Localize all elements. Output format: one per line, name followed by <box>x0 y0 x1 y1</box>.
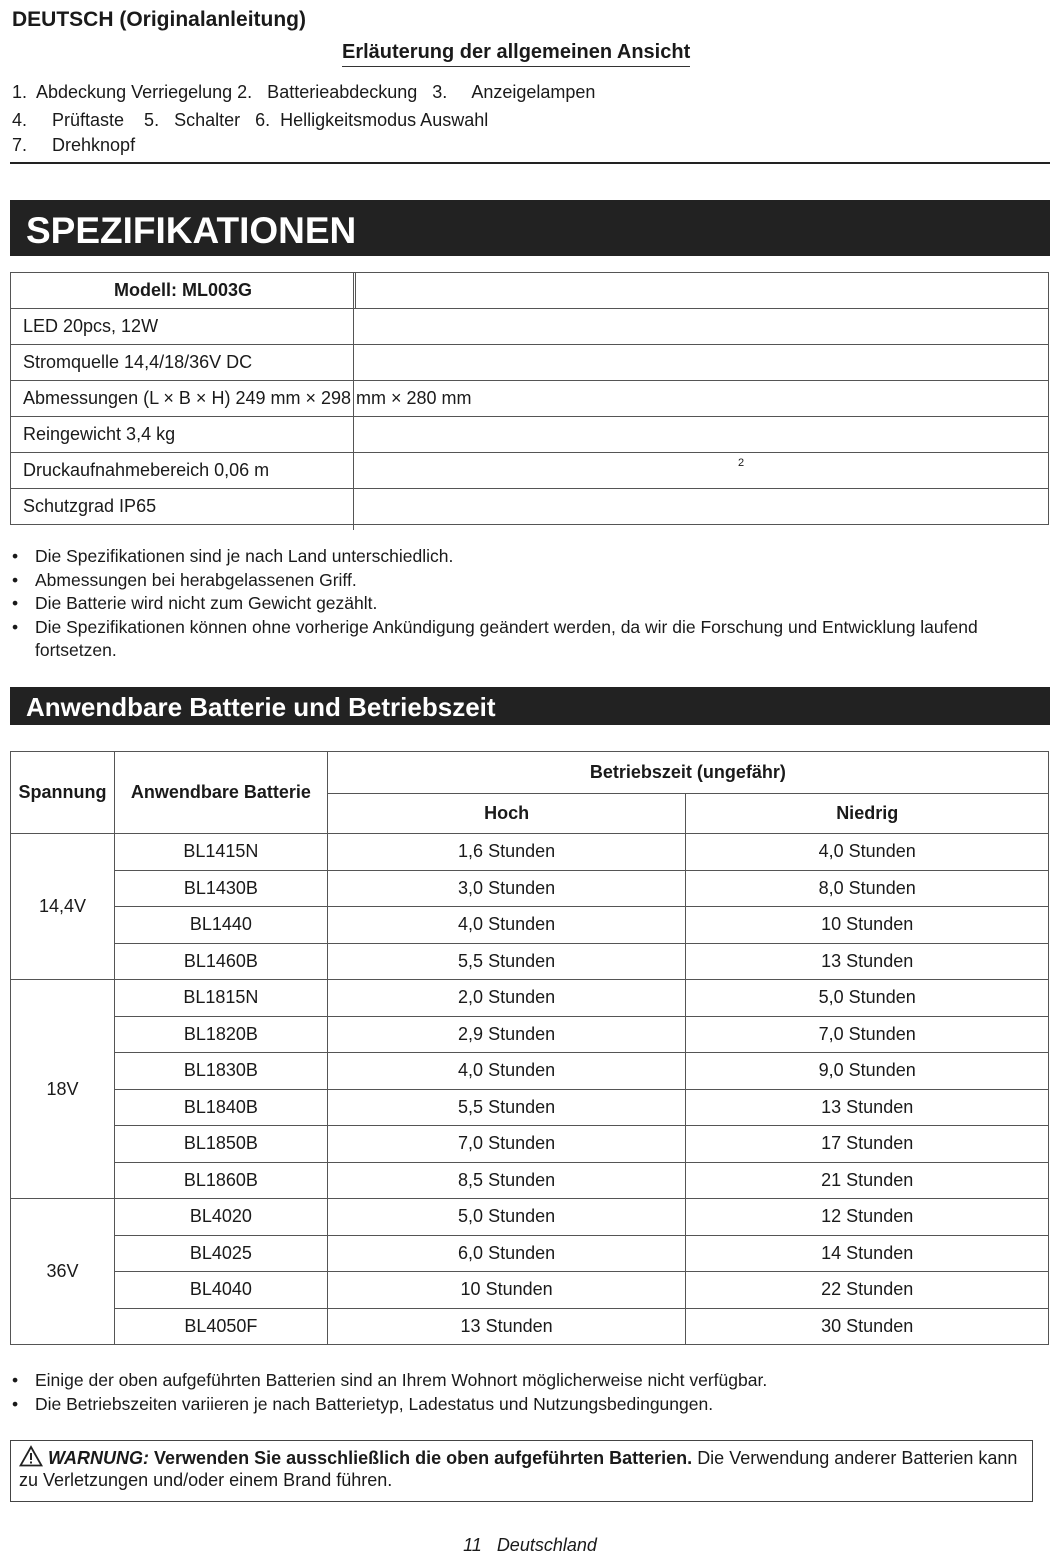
high-cell: 5,0 Stunden <box>327 1199 686 1236</box>
table-header-row <box>11 752 1049 794</box>
col-runtime-header: Betriebszeit (ungefähr) <box>327 752 1048 794</box>
low-cell: 17 Stunden <box>686 1126 1049 1163</box>
battery-cell: BL4050F <box>114 1308 327 1345</box>
high-cell: 2,9 Stunden <box>327 1016 686 1053</box>
warning-triangle-icon <box>19 1445 43 1467</box>
table-row <box>11 1016 1049 1053</box>
col-high-header: Hoch <box>327 794 686 834</box>
battery-cell: BL4025 <box>114 1235 327 1272</box>
spec-row-led: LED 20pcs, 12W <box>11 309 1049 345</box>
divider <box>10 162 1050 164</box>
high-cell: 10 Stunden <box>327 1272 686 1309</box>
low-cell: 30 Stunden <box>686 1308 1049 1345</box>
col-battery-header: Anwendbare Batterie <box>114 752 327 834</box>
warning-label: WARNUNG: <box>48 1448 150 1468</box>
voltage-cell: 36V <box>11 1199 115 1345</box>
table-row <box>11 381 1049 417</box>
col-voltage-header: Spannung <box>11 752 115 834</box>
battery-cell: BL1430B <box>114 870 327 907</box>
low-cell: 8,0 Stunden <box>686 870 1049 907</box>
low-cell: 14 Stunden <box>686 1235 1049 1272</box>
spec-row-power: Stromquelle 14,4/18/36V DC <box>11 345 1049 381</box>
high-cell: 4,0 Stunden <box>327 907 686 944</box>
high-cell: 3,0 Stunden <box>327 870 686 907</box>
list-item: • Die Spezifikationen können ohne vorherige Ankündigung geändert werden, da wir die Forschung und Entwicklung laufend fortsetzen. <box>12 616 1012 663</box>
table-row <box>11 907 1049 944</box>
high-cell: 2,0 Stunden <box>327 980 686 1017</box>
battery-cell: BL1850B <box>114 1126 327 1163</box>
low-cell: 10 Stunden <box>686 907 1049 944</box>
page-footer <box>0 1535 1060 1556</box>
voltage-cell: 14,4V <box>11 834 115 980</box>
table-row <box>11 309 1049 345</box>
list-item: • Die Spezifikationen sind je nach Land unterschiedlich. <box>12 545 1012 569</box>
battery-cell: BL1415N <box>114 834 327 871</box>
high-cell: 5,5 Stunden <box>327 1089 686 1126</box>
warning-text: Die Verwendung anderer Batterien kann zu Verletzungen und/oder einem Brand führen. <box>19 1448 1018 1490</box>
specs-table <box>10 272 1049 525</box>
high-cell: 5,5 Stunden <box>327 943 686 980</box>
table-row <box>11 980 1049 1017</box>
specs-notes <box>12 545 1012 663</box>
table-row <box>11 417 1049 453</box>
list-item: • Abmessungen bei herabgelassenen Griff. <box>12 569 1012 593</box>
low-cell: 21 Stunden <box>686 1162 1049 1199</box>
battery-cell: BL1860B <box>114 1162 327 1199</box>
document-language-title: DEUTSCH (Originalanleitung) <box>12 8 306 31</box>
battery-table <box>10 751 1049 1345</box>
voltage-cell: 18V <box>11 980 115 1199</box>
high-cell: 8,5 Stunden <box>327 1162 686 1199</box>
table-row <box>11 1126 1049 1163</box>
footer-country: Deutschland <box>496 1535 597 1555</box>
list-item: • Die Betriebszeiten variieren je nach Batterietyp, Ladestatus und Nutzungsbedingungen. <box>12 1393 1012 1417</box>
high-cell: 7,0 Stunden <box>327 1126 686 1163</box>
battery-cell: BL4020 <box>114 1199 327 1236</box>
parts-list-line-3: 7. Drehknopf <box>12 135 136 155</box>
battery-cell: BL1840B <box>114 1089 327 1126</box>
high-cell: 6,0 Stunden <box>327 1235 686 1272</box>
low-cell: 4,0 Stunden <box>686 834 1049 871</box>
table-row <box>11 489 1049 525</box>
specs-section-banner: SPEZIFIKATIONEN <box>10 200 1050 256</box>
low-cell: 7,0 Stunden <box>686 1016 1049 1053</box>
superscript-2: 2 <box>738 457 745 469</box>
list-item: • Einige der oben aufgeführten Batterien sind an Ihrem Wohnort möglicherweise nicht verfügbar. <box>12 1369 1012 1393</box>
battery-cell: BL1820B <box>114 1016 327 1053</box>
table-row <box>11 834 1049 871</box>
list-item: • Die Batterie wird nicht zum Gewicht gezählt. <box>12 592 1012 616</box>
table-row <box>11 1089 1049 1126</box>
low-cell: 12 Stunden <box>686 1199 1049 1236</box>
battery-cell: BL1815N <box>114 980 327 1017</box>
spec-row-protection: Schutzgrad IP65 <box>11 489 1049 525</box>
table-row <box>11 1235 1049 1272</box>
battery-cell: BL1440 <box>114 907 327 944</box>
low-cell: 9,0 Stunden <box>686 1053 1049 1090</box>
high-cell: 1,6 Stunden <box>327 834 686 871</box>
table-row <box>11 1272 1049 1309</box>
table-row <box>11 453 1049 489</box>
warning-box <box>10 1440 1033 1502</box>
spec-row-dimensions: Abmessungen (L × B × H) 249 mm × 298 mm × 280 mm <box>11 381 1049 417</box>
battery-cell: BL1460B <box>114 943 327 980</box>
low-cell: 22 Stunden <box>686 1272 1049 1309</box>
table-row <box>11 1162 1049 1199</box>
warning-bold-text: Verwenden Sie ausschließlich die oben aufgeführten Batterien. <box>154 1448 693 1468</box>
parts-list-line-2: 4. Prüftaste 5. Schalter 6. Helligkeitsmodus Auswahl <box>12 110 489 130</box>
spec-column-divider <box>353 272 354 530</box>
parts-list-line-1: 1. Abdeckung Verriegelung 2. Batterieabdeckung 3. Anzeigelampen <box>12 82 596 102</box>
table-row <box>11 273 1049 309</box>
pressure-area-text: Druckaufnahmebereich 0,06 m <box>23 460 270 480</box>
page-number: 11 <box>463 1535 482 1555</box>
spec-row-weight: Reingewicht 3,4 kg <box>11 417 1049 453</box>
table-row <box>11 1199 1049 1236</box>
battery-cell: BL4040 <box>114 1272 327 1309</box>
battery-notes <box>12 1369 1012 1416</box>
col-low-header: Niedrig <box>686 794 1049 834</box>
spec-row-pressure-area <box>11 453 1049 489</box>
section-subtitle: Erläuterung der allgemeinen Ansicht <box>342 41 690 67</box>
battery-cell: BL1830B <box>114 1053 327 1090</box>
model-cell: Modell: ML003G <box>11 273 356 309</box>
high-cell: 4,0 Stunden <box>327 1053 686 1090</box>
battery-section-banner: Anwendbare Batterie und Betriebszeit <box>10 687 1050 725</box>
table-row <box>11 1053 1049 1090</box>
low-cell: 5,0 Stunden <box>686 980 1049 1017</box>
low-cell: 13 Stunden <box>686 1089 1049 1126</box>
table-row <box>11 1308 1049 1345</box>
table-row <box>11 943 1049 980</box>
table-row <box>11 870 1049 907</box>
high-cell: 13 Stunden <box>327 1308 686 1345</box>
low-cell: 13 Stunden <box>686 943 1049 980</box>
table-row <box>11 345 1049 381</box>
